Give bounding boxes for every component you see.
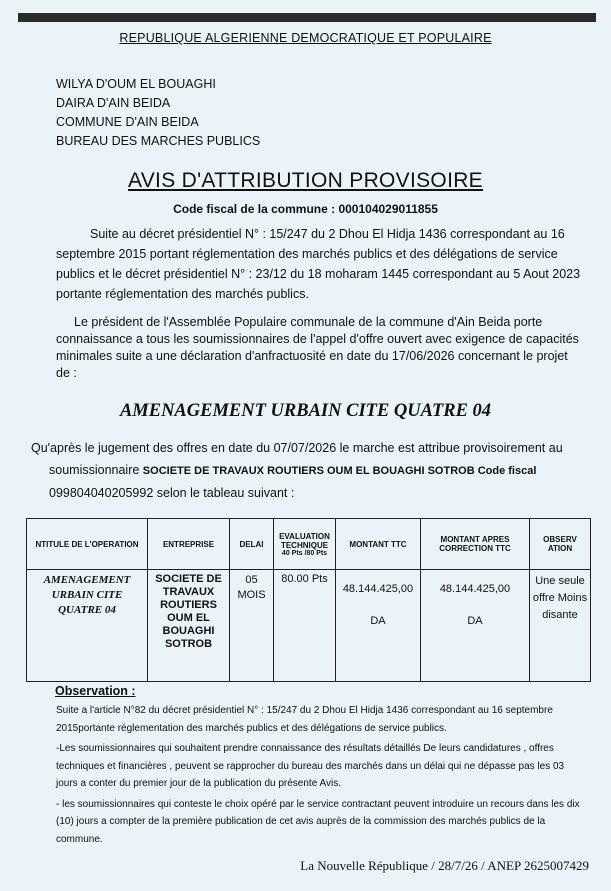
header-montant: MONTANT TTC [336, 519, 421, 570]
cell-evaluation: 80.00 Pts [274, 570, 336, 682]
header-evaluation-label: EVALUATION TECHNIQUE [279, 531, 330, 550]
cell-entreprise: SOCIETE DE TRAVAUX ROUTIERS OUM EL BOUAGHI SOTROB [148, 570, 230, 682]
president-paragraph: Le président de l'Assemblée Populaire communale de la commune d'Ain Beida porte connaissance a tous les soumissionnaires de l'appel d'offre ouvert avec exigence de capacités minimales suite a une déclaration d'anfractuosité en date du 17/06/2026 concernant le projet de : [56, 315, 579, 380]
cell-montant-apres [421, 570, 530, 682]
notice-title: AVIS D'ATTRIBUTION PROVISOIRE [128, 169, 483, 192]
cell-montant [336, 570, 421, 682]
judgement-line: Qu'après le jugement des offres en date du 07/07/2026 le marche est attribue provisoirement au [31, 441, 563, 455]
table-row [27, 570, 591, 682]
header-operation: NTITULE DE L'OPERATION [27, 519, 148, 570]
cell-observation: Une seule offre Moins disante [530, 570, 591, 682]
montant-value: 48.144.425,00 [342, 583, 414, 595]
decree-paragraph: Suite au décret présidentiel N° : 15/247 du 2 Dhou El Hidja 1436 correspondant au 16 septembre 2015 portant réglementation des marchés publics et des délégations de service publics et le décret présidentiel N° : 23/12 du 18 moharam 1445 correspondant au 5 Aout 2023 portante réglementation des marchés publics. [56, 227, 581, 301]
attribution-table [26, 518, 591, 682]
header-montant-apres: MONTANT APRES CORRECTION TTC [421, 519, 530, 570]
republic-header: REPUBLIQUE ALGERIENNE DEMOCRATIQUE ET POPULAIRE [119, 31, 492, 45]
observation-heading: Observation : [55, 684, 136, 698]
montant-unit: DA [370, 615, 386, 627]
montant-apres-value: 48.144.425,00 [439, 583, 511, 595]
observation-item: Suite a l'article N°82 du décret présidentiel N° : 15/247 du 2 Dhou El Hidja 1436 correspondant au 16 septembre 2015portante réglementation des marchés publics et des délégations de service publics. [56, 705, 553, 734]
judgement-fiscal-line: 099804040205992 selon le tableau suivant : [49, 486, 295, 500]
address-wilaya: WILYA D'OUM EL BOUAGHI [56, 77, 216, 91]
header-observation: OBSERV ATION [530, 519, 591, 570]
project-name: AMENAGEMENT URBAIN CITE QUATRE 04 [119, 401, 492, 421]
table-header-row [27, 519, 591, 570]
judgement-company-line [49, 463, 536, 477]
observation-body [56, 702, 586, 851]
top-rule [18, 13, 596, 22]
header-evaluation [274, 519, 336, 570]
address-bureau: BUREAU DES MARCHES PUBLICS [56, 134, 261, 148]
address-commune: COMMUNE D'AIN BEIDA [56, 115, 199, 129]
header-evaluation-sub: 40 Pts /80 Pts [281, 549, 328, 557]
winning-company: SOCIETE DE TRAVAUX ROUTIERS OUM EL BOUAGHI SOTROB Code fiscal [142, 465, 537, 477]
header-entreprise: ENTREPRISE [148, 519, 230, 570]
address-daira: DAIRA D'AIN BEIDA [56, 96, 171, 110]
observation-item: -Les soumissionnaires qui souhaitent prendre connaissance des résultats détaillés De leurs candidatures , offres techniques et financières , peuvent se rapprocher du bureau des marchés dans un délai qui ne dépasse pas les 03 jours a conter du premier jour de la publication du présente Avis. [56, 743, 565, 789]
header-delai: DELAI [230, 519, 274, 570]
fiscal-code: Code fiscal de la commune : 000104029011855 [173, 202, 438, 216]
observation-item: - les soumissionnaires qui conteste le choix opéré par le service contractant peuvent introduire un recours dans les dix (10) jours a compter de la première publication de cet avis auprès de la commission des marchés publics de la commune. [56, 798, 580, 845]
montant-apres-unit: DA [467, 615, 483, 627]
cell-delai: 05 MOIS [230, 570, 274, 682]
judgement-prefix: soumissionnaire [49, 463, 143, 477]
publication-footer: La Nouvelle République / 28/7/26 / ANEP 2625007429 [300, 858, 589, 873]
cell-operation: AMENAGEMENT URBAIN CITE QUATRE 04 [27, 570, 148, 682]
